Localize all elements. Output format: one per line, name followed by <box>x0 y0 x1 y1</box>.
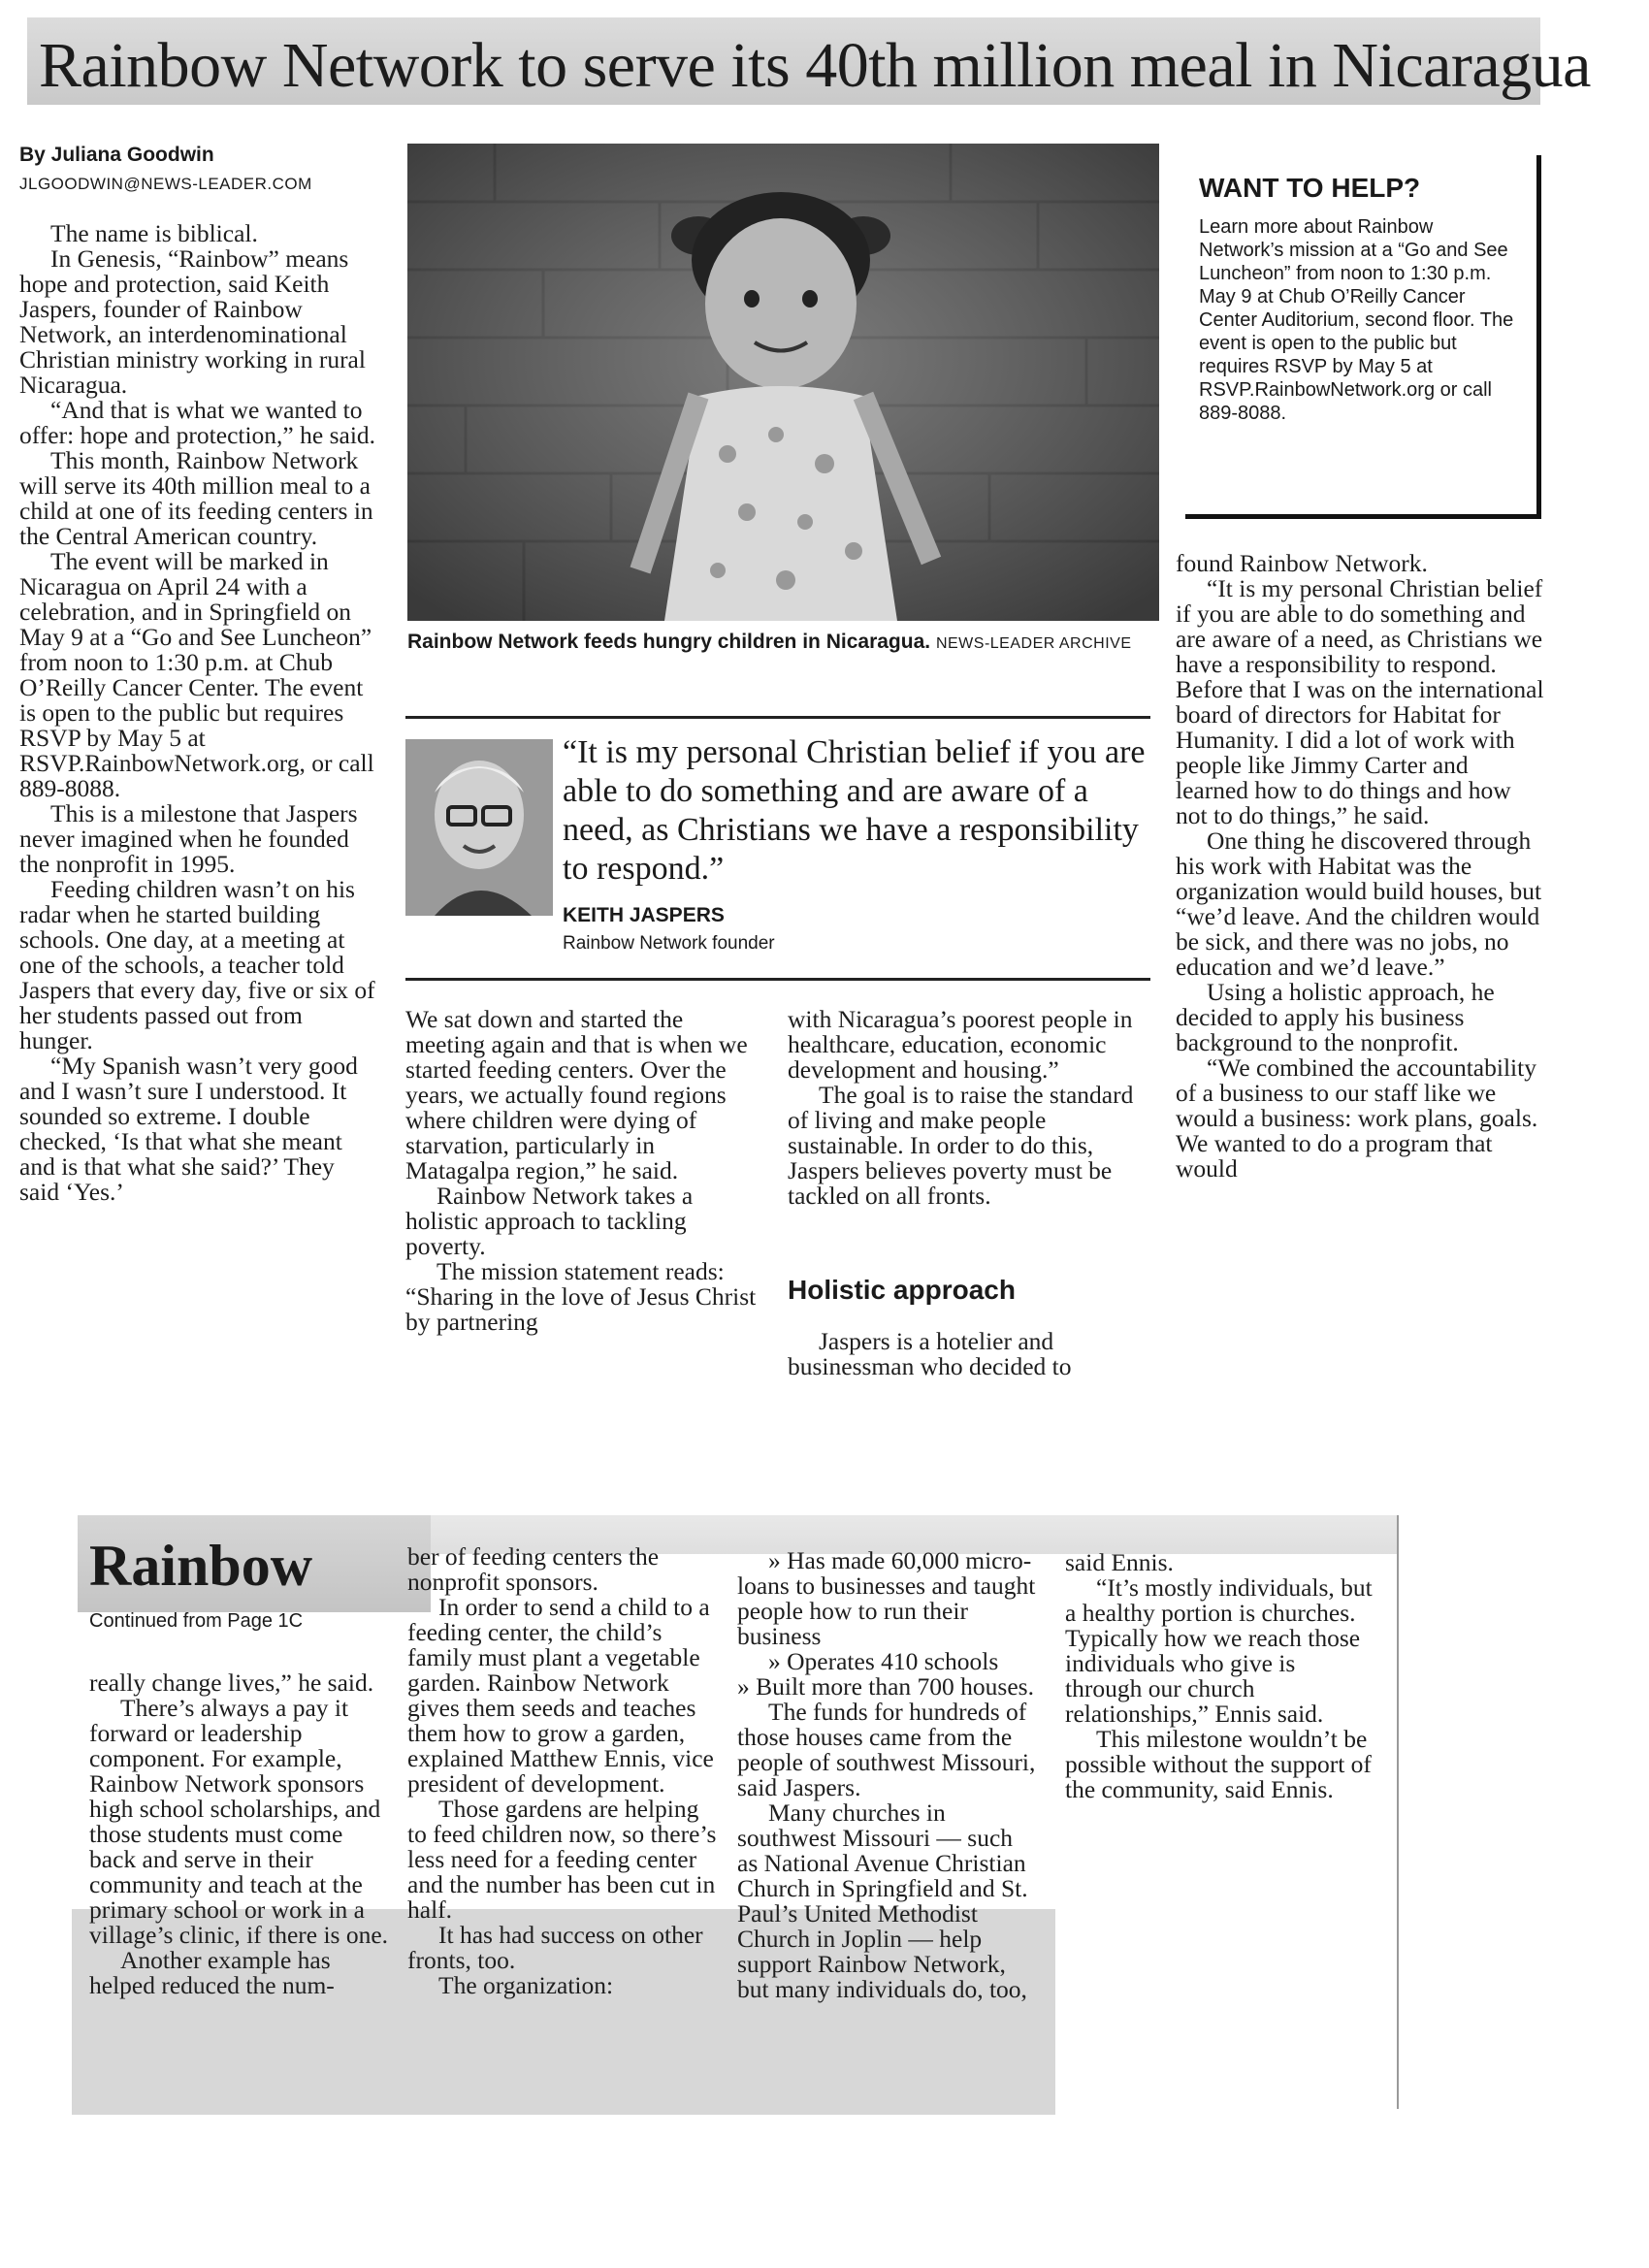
sidebar-title: WANT TO HELP? <box>1199 173 1421 203</box>
continuation-column-4 <box>1065 1550 1374 1802</box>
photo-caption <box>407 629 1164 658</box>
paragraph: said Ennis. <box>1065 1548 1174 1576</box>
paragraph: Rainbow Network takes a holistic approach to tackling poverty. <box>405 1182 694 1260</box>
paragraph: There’s always a pay it forward or leadership component. For example, Rainbow Network sponsors high school scholarships, and those students must come back and serve in their community and teach at the primary school or work in a village’s clinic, if there is one. <box>89 1694 389 1949</box>
continued-from-label: Continued from Page 1C <box>89 1610 304 1632</box>
paragraph: Those gardens are helping to feed children now, so there’s less need for a feeding center and the number has been cut in half. <box>407 1795 717 1924</box>
keith-jaspers-photo <box>405 739 553 916</box>
paragraph: Another example has helped reduced the num- <box>89 1946 335 1999</box>
article-column-3-continued <box>788 1329 1147 1379</box>
paragraph: Using a holistic approach, he decided to apply his business background to the nonprofit. <box>1176 978 1495 1056</box>
pullquote-top-rule <box>405 716 1150 719</box>
paragraph: with Nicaragua’s poorest people in healthcare, education, economic development and housing.” <box>788 1005 1133 1084</box>
list-item: » Operates 410 schools <box>768 1647 999 1675</box>
paragraph: “And that is what we wanted to offer: hope and protection,” he said. <box>19 396 376 449</box>
headline: Rainbow Network to serve its 40th million meal in Nicaragua <box>39 30 1591 101</box>
paragraph: Many churches in southwest Missouri — such as National Avenue Christian Church in Springfield and St. Paul’s United Methodist Church in Joplin — help support Rainbow Network, but many individuals do, too, <box>737 1798 1028 2003</box>
paragraph: This is a milestone that Jaspers never imagined when he founded the nonprofit in 1995. <box>19 799 358 878</box>
article-column-4 <box>1176 551 1544 1182</box>
paragraph: The organization: <box>438 1971 614 1999</box>
pullquote-text: “It is my personal Christian belief if you are able to do something and are aware of a need, as Christians we have a responsibility to respond.” <box>563 734 1146 887</box>
paragraph: “My Spanish wasn’t very good and I wasn’t sure I understood. It sounded so extreme. I double checked, ‘Is that what she meant and is that what she said?’ They said ‘Yes.’ <box>19 1052 358 1206</box>
child-photo-illustration <box>407 144 1159 621</box>
portrait-illustration <box>405 739 553 916</box>
pullquote-role: Rainbow Network founder <box>563 933 775 954</box>
paragraph: Jaspers is a hotelier and businessman who decided to <box>788 1327 1072 1380</box>
byline-author: By Juliana Goodwin <box>19 144 214 166</box>
byline-email: JLGOODWIN@NEWS-LEADER.COM <box>19 175 312 193</box>
continuation-column-1 <box>89 1670 390 1998</box>
paragraph: “We combined the accountability of a business to our staff like we would a business: work plans, goals. We wanted to do a program that would <box>1176 1053 1538 1183</box>
paragraph: really change lives,” he said. <box>89 1669 374 1697</box>
paragraph: The event will be marked in Nicaragua on April 24 with a celebration, and in Springfield on May 9 at a “Go and See Luncheon” from noon to 1:30 p.m. at Chub O’Reilly Cancer Center. The event is open to the public but requires RSVP by May 5 at RSVP.RainbowNetwork.org, or call 889-8088. <box>19 547 374 802</box>
subhead-holistic-approach: Holistic approach <box>788 1275 1016 1305</box>
continuation-column-3 <box>737 1548 1038 2002</box>
paragraph: In order to send a child to a feeding center, the child’s family must plant a vegetable garden. Rainbow Network gives them seeds and teaches them how to grow a garden, explained Matthew Ennis, vice president of development. <box>407 1593 714 1798</box>
paragraph: The name is biblical. <box>50 219 258 247</box>
list-item: » Has made 60,000 micro-loans to businesses and taught people how to run their business <box>737 1546 1036 1650</box>
caption-text: Rainbow Network feeds hungry children in Nicaragua. <box>407 631 931 653</box>
paragraph: It has had success on other fronts, too. <box>407 1921 703 1974</box>
paragraph: In Genesis, “Rainbow” means hope and protection, said Keith Jaspers, founder of Rainbow Network, an interdenominational Christian ministry working in rural Nicaragua. <box>19 244 366 399</box>
paragraph: The goal is to raise the standard of living and make people sustainable. In order to do this, Jaspers believes poverty must be tackled on all fronts. <box>788 1081 1134 1210</box>
article-column-1 <box>19 221 380 1205</box>
paragraph: ber of feeding centers the nonprofit sponsors. <box>407 1542 660 1596</box>
continuation-right-edge <box>1397 1515 1399 2109</box>
paragraph: found Rainbow Network. <box>1176 549 1428 577</box>
paragraph: “It is my personal Christian belief if you are able to do something and are aware of a need, as Christians we have a responsibility to respond. Before that I was on the international board of directors for Habitat for Humanity. I did a lot of work with people like Jimmy Carter and learned how to do things and how not to do things,” he said. <box>1176 574 1544 829</box>
continuation-title: Rainbow <box>89 1534 313 1598</box>
paragraph: “It’s mostly individuals, but a healthy portion is churches. Typically how we reach those individuals who give is through our church relationships,” Ennis said. <box>1065 1573 1373 1728</box>
photo-credit: NEWS-LEADER ARCHIVE <box>935 635 1132 652</box>
list-item: » Built more than 700 houses. <box>737 1672 1034 1701</box>
paragraph: The mission statement reads: “Sharing in the love of Jesus Christ by partnering <box>405 1257 757 1336</box>
paragraph: Feeding children wasn’t on his radar when he started building schools. One day, at a meeting at one of the schools, a teacher told Jaspers that every day, five or six of her students passed out from hunger. <box>19 875 375 1054</box>
pullquote-bottom-rule <box>405 978 1150 981</box>
pullquote-name: KEITH JASPERS <box>563 904 725 926</box>
paragraph: This milestone wouldn’t be possible without the support of the community, said Ennis. <box>1065 1725 1372 1803</box>
article-photo <box>407 144 1159 621</box>
continuation-column-2 <box>407 1544 720 1998</box>
paragraph: This month, Rainbow Network will serve its 40th million meal to a child at one of its feeding centers in the Central American country. <box>19 446 373 550</box>
article-column-2 <box>405 1007 757 1335</box>
paragraph: We sat down and started the meeting again and that is when we started feeding centers. Over the years, we actually found regions where children were dying of starvation, particularly in Matagalpa region,” he said. <box>405 1005 748 1184</box>
article-column-3 <box>788 1007 1147 1209</box>
paragraph: One thing he discovered through his work with Habitat was the organization would build houses, but “we’d leave. And the children would be sick, and there was no jobs, no education and we’d leave.” <box>1176 826 1542 981</box>
sidebar-text: Learn more about Rainbow Network’s mission at a “Go and See Luncheon” from noon to 1:30 p.m. May 9 at Chub O’Reilly Cancer Center Auditorium, second floor. The event is open to the public but requires RSVP by May 5 at RSVP.RainbowNetwork.org or call 889-8088. <box>1199 216 1514 424</box>
paragraph: The funds for hundreds of those houses came from the people of southwest Missouri, said Jaspers. <box>737 1698 1036 1801</box>
